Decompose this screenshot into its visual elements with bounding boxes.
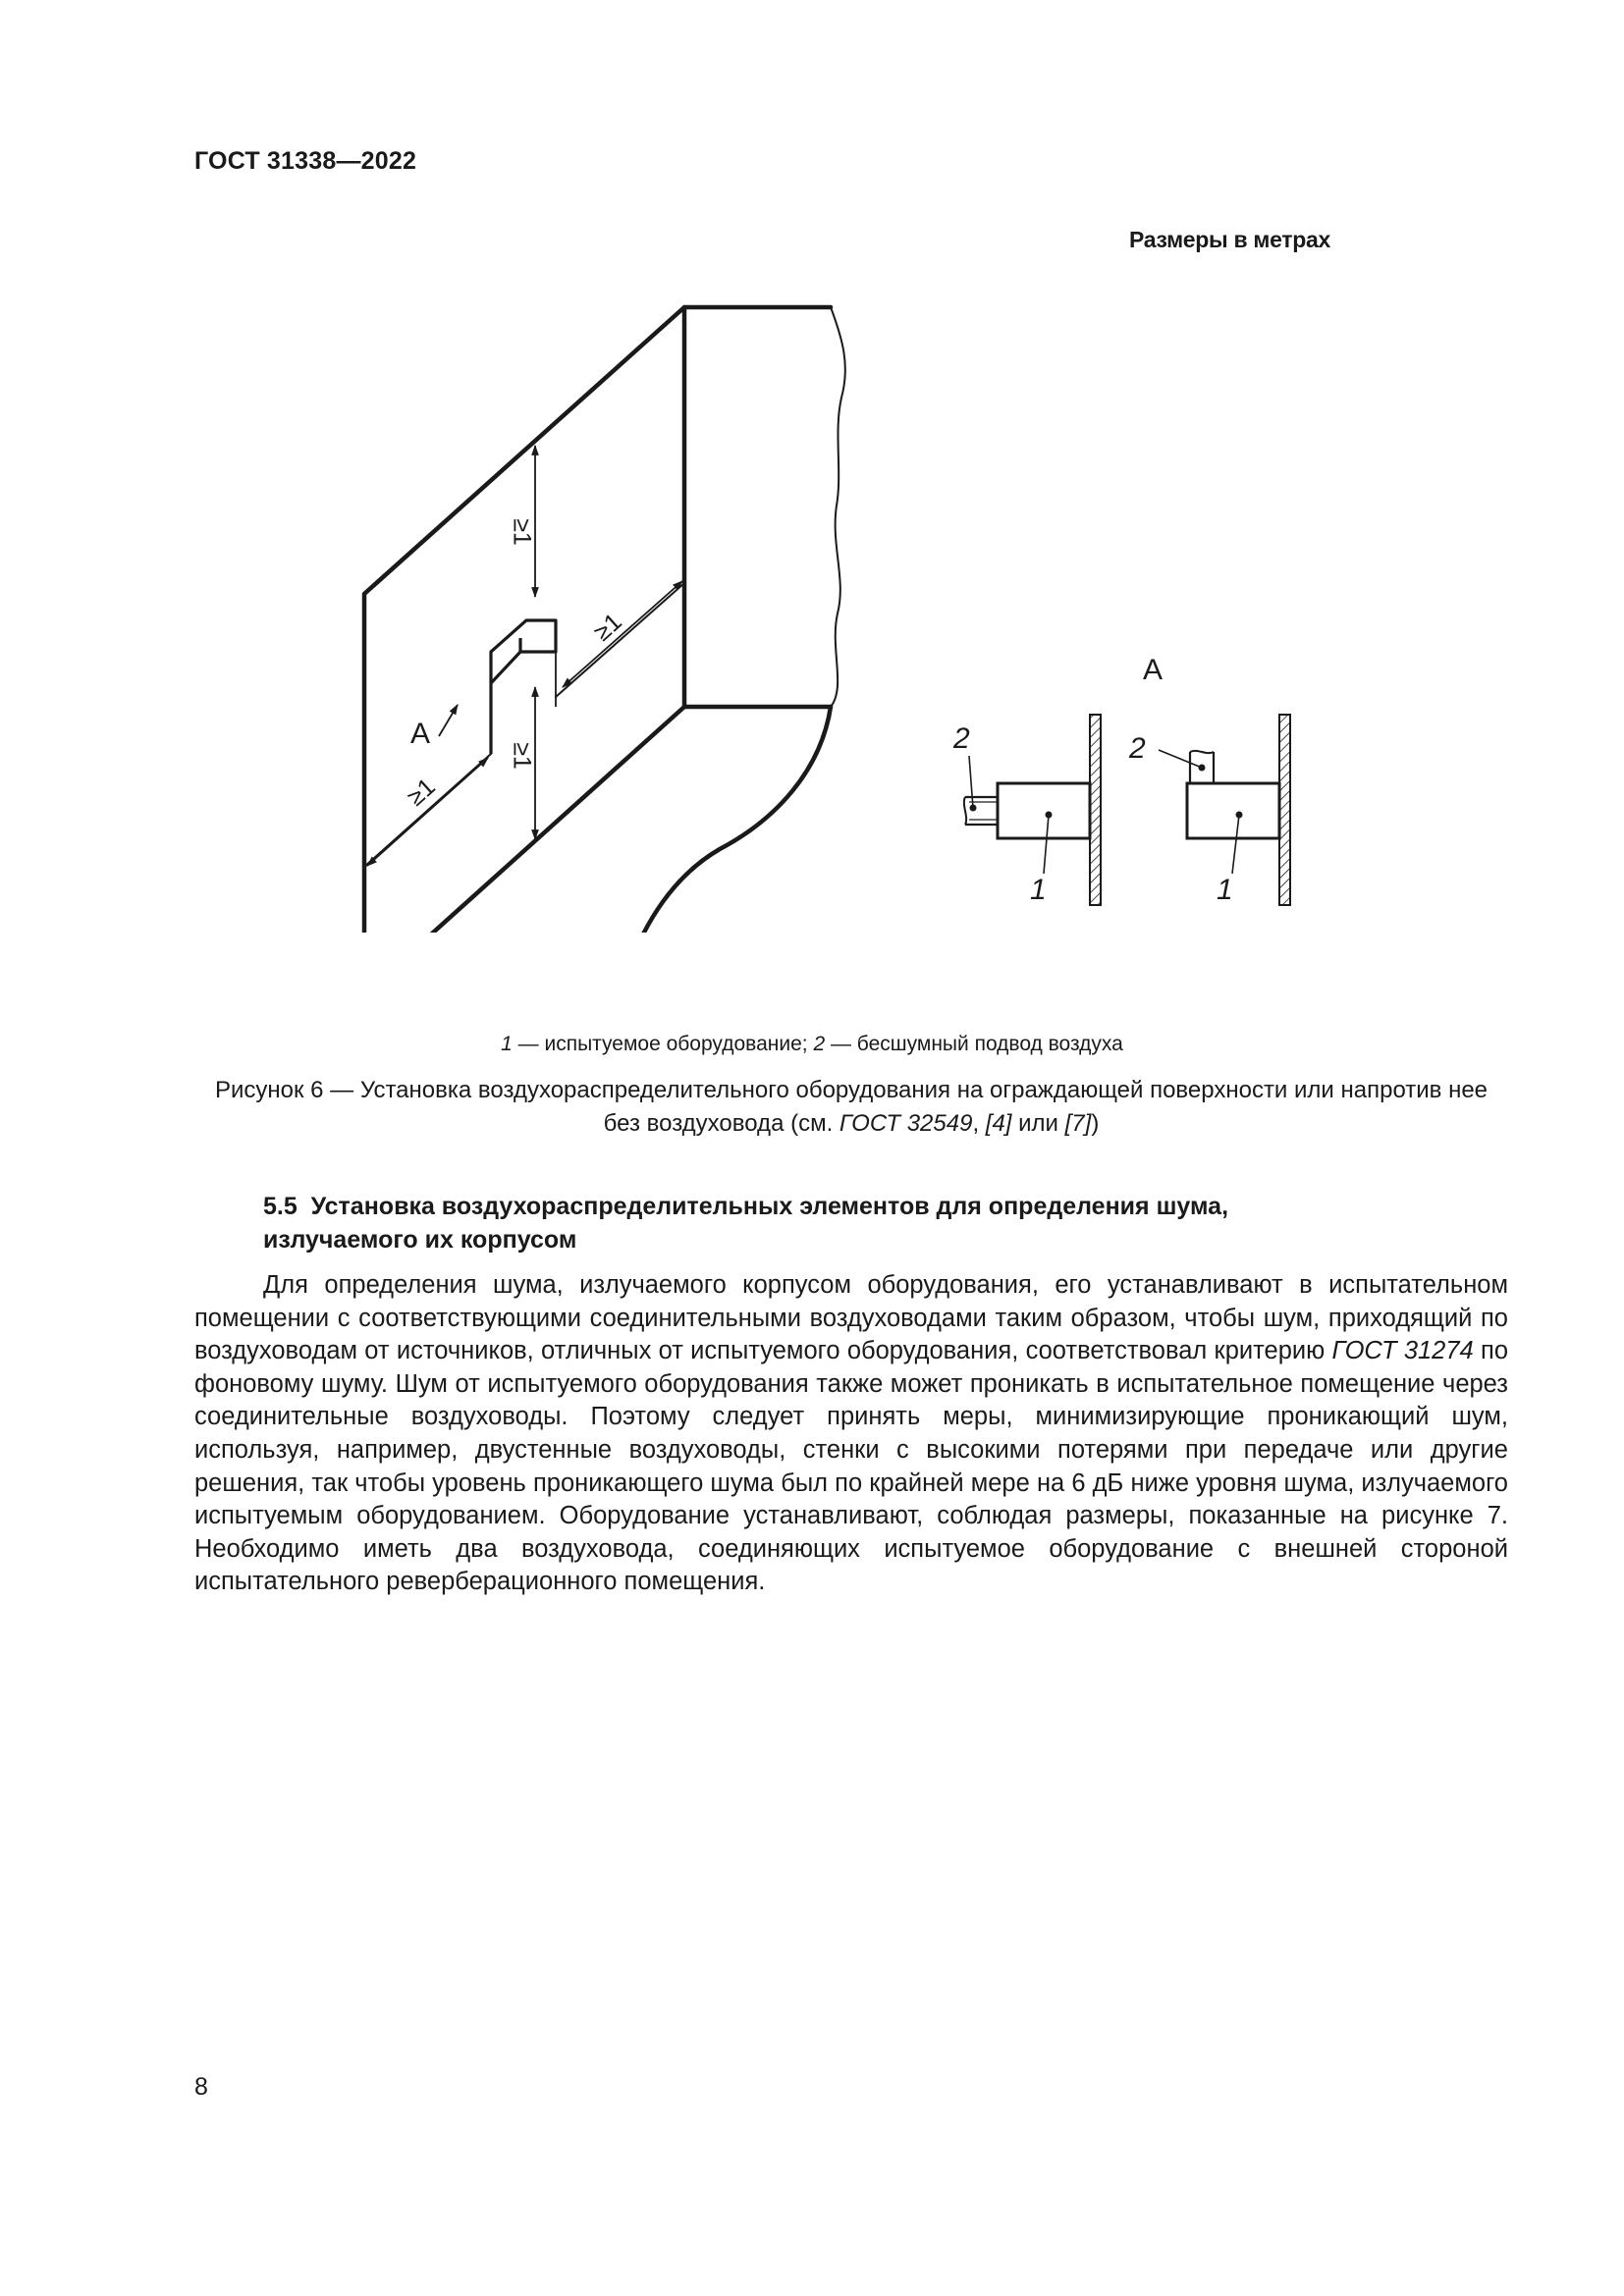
detail-right-callout-2: 2 <box>1129 732 1146 765</box>
detail-left-callout-1: 1 <box>1030 874 1047 906</box>
figure-caption <box>194 1074 1508 1141</box>
units-note: Размеры в метрах <box>1129 227 1330 252</box>
body-paragraph <box>194 1269 1508 1599</box>
dim-label-diagonal-left: ≥1 <box>402 773 441 812</box>
caption-text: Рисунок 6 — Установка воздухораспределительного оборудования на ограждающей поверхности или напротив нее без воздуховода (см. <box>214 1077 1489 1137</box>
paragraph-ref-gost: ГОСТ 31274 <box>1331 1337 1474 1365</box>
paragraph-text-part2: по фоновому шуму. Шум от испытуемого оборудования также может проникать в испытательное помещение через соединительные воздуховоды. Поэтому следует принять меры, минимизирующие проникающий шум, используя, например, двустенные воздуховоды, стенки с высокими потерями при передаче или другие решения, так чтобы уровень проникающего шума был по крайней мере на 6 дБ ниже уровня шума, излучаемого испытуемым оборудованием. Оборудование устанавливают, соблюдая размеры, показанные на рисунке 7. Необходимо иметь два воздуховода, соединяющих испытуемое оборудование с внешней стороной испытательного реверберационного помещения. <box>194 1337 1508 1596</box>
figure-legend <box>0 1033 1624 1056</box>
equipment-box <box>491 620 556 754</box>
legend-item-2-text: — бесшумный подвод воздуха <box>825 1033 1123 1055</box>
caption-separator: или <box>1011 1110 1065 1137</box>
caption-ref-4: [4] <box>985 1110 1012 1137</box>
section-heading <box>263 1190 1441 1256</box>
section-number: 5.5 <box>263 1193 298 1220</box>
section-title-line2: излучаемого их корпусом <box>263 1226 577 1254</box>
caption-ref-7: [7] <box>1064 1110 1092 1137</box>
dim-label-diagonal-right: ≥1 <box>588 608 627 647</box>
section-title-line1: Установка воздухораспределительных элементов для определения шума, <box>310 1193 1229 1220</box>
legend-item-1-text: — испытуемое оборудование; <box>512 1033 814 1055</box>
dim-label-top: ≥1 <box>508 518 536 546</box>
document-header: ГОСТ 31338—2022 <box>194 147 417 175</box>
detail-left-callout-2: 2 <box>953 722 970 755</box>
dim-label-middle: ≥1 <box>508 742 536 770</box>
page-number: 8 <box>194 2073 208 2101</box>
view-a-label: А <box>410 718 431 750</box>
figure-6-drawing <box>0 285 1624 933</box>
caption-ref-gost: ГОСТ 32549 <box>839 1110 973 1137</box>
paragraph-text-part1: Для определения шума, излучаемого корпусом оборудования, его устанавливают в испытательном помещении с соответствующими соединительными воздуховодами таким образом, чтобы шум, приходящий по воздуховодам от источников, отличных от испытуемого оборудования, соответствовал критерию <box>194 1271 1508 1365</box>
detail-right-callout-1: 1 <box>1217 874 1233 906</box>
legend-item-1-number: 1 <box>501 1033 513 1055</box>
legend-item-2-number: 2 <box>813 1033 826 1055</box>
caption-separator: , <box>972 1110 986 1137</box>
caption-close: ) <box>1091 1110 1100 1137</box>
detail-view-a-label: А <box>1143 654 1164 686</box>
